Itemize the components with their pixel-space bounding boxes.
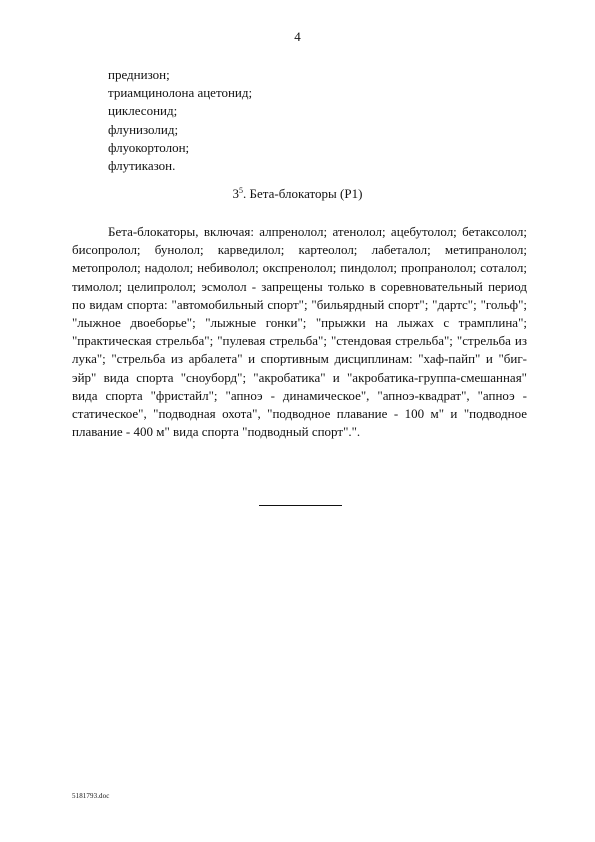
page-number: 4 — [294, 29, 301, 44]
section-number: 3 — [232, 186, 240, 201]
footer-file-name: 5181793.doc — [72, 792, 110, 800]
body-paragraph: Бета-блокаторы, включая: алпренолол; атенолол; ацебутолол; бетаксолол; бисопролол; бунолол; карведилол; картеолол; лабеталол; метипранолол; метопролол; надолол; небиволол; окспренолол; пиндолол; пропранолол; соталол; тимолол; целипролол; эсмолол - запрещены только в соревновательный период по видам спорта: "автомобильный спорт"; "бильярдный спорт"; "дартс"; "гольф"; "лыжное двоеборье"; "лыжные гонки"; "прыжки на лыжах с трамплина"; "практическая стрельба"; "пулевая стрельба"; "стендовая стрельба"; "стрельба из лука"; "стрельба из арбалета" и спортивным дисциплинам: "хаф-пайп" и "биг-эйр" вида спорта "сноуборд"; "акробатика" и "акробатика-группа-смешанная" вида спорта "фристайл"; "апноэ - динамическое", "апноэ-квадрат", "апноэ - статическое", "подводная охота", "подводное плавание - 100 м" и "подводное плавание - 400 м" вида спорта "подводный спорт".". — [72, 224, 527, 440]
drug-list-item: флутиказон. — [108, 158, 176, 174]
drug-list-item: циклесонид; — [108, 103, 178, 119]
section-title: . Бета-блокаторы (Р1) — [243, 186, 363, 201]
drug-list-item: триамцинолона ацетонид; — [108, 85, 253, 101]
drug-list-item: преднизон; — [108, 67, 170, 82]
section-heading — [0, 186, 595, 202]
drug-list — [108, 66, 252, 175]
separator-line — [259, 505, 342, 506]
drug-list-item: флунизолид; — [108, 121, 179, 137]
section-superscript: 5 — [239, 186, 244, 195]
drug-list-item: флуокортолон; — [108, 139, 190, 155]
